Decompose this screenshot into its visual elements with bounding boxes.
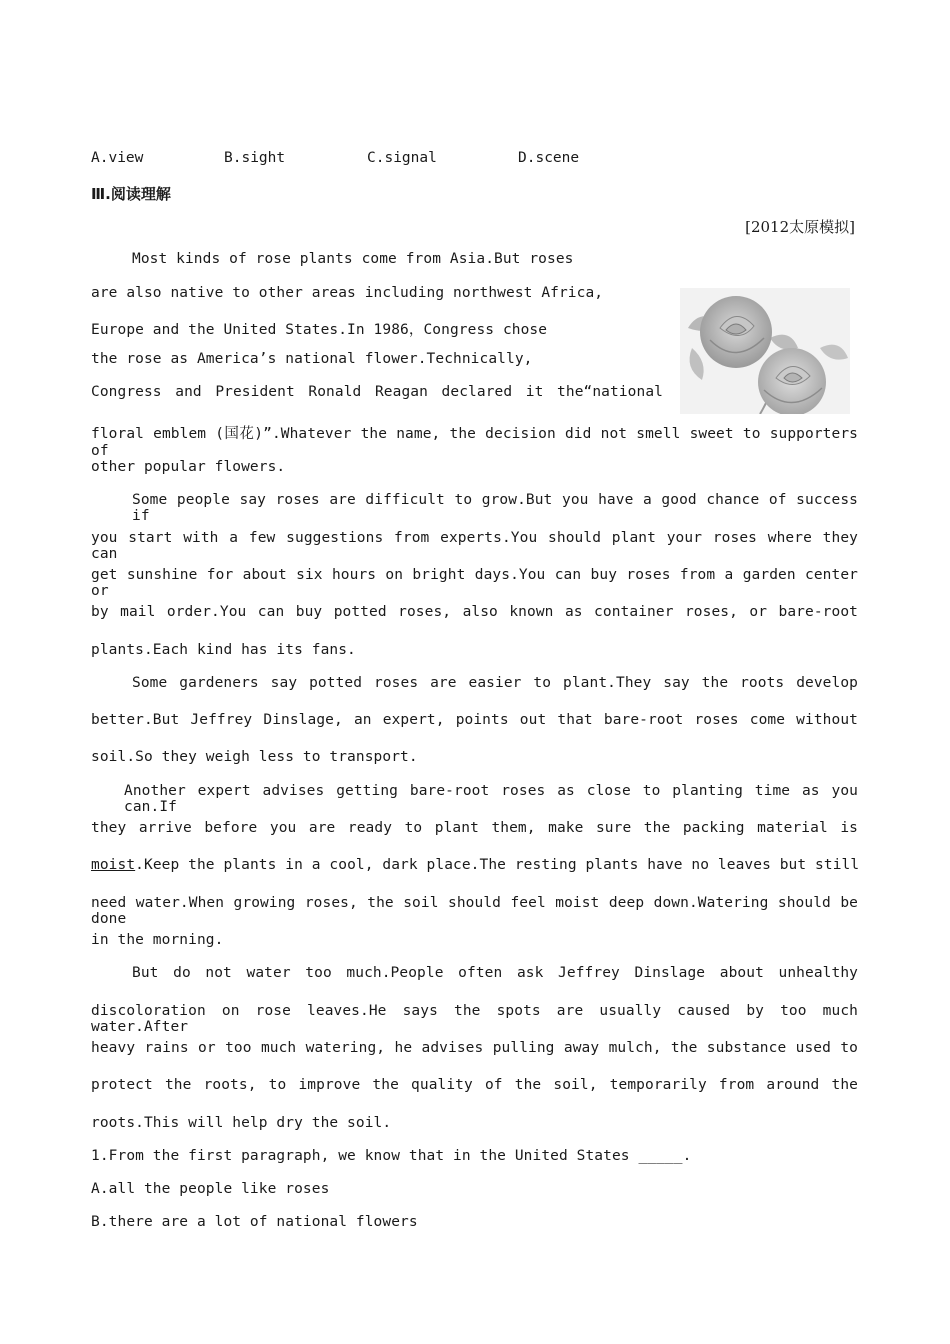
question-1-stem: 1.From the first paragraph, we know that in the United States _____. (91, 1148, 692, 1164)
passage-line: the rose as America’s national flower.Technically, (91, 351, 533, 367)
passage-line: Most kinds of rose plants come from Asia.But roses (132, 251, 574, 267)
passage-line: soil.So they weigh less to transport. (91, 749, 418, 765)
question-1-option-a: A.all the people like roses (91, 1181, 330, 1197)
passage-line: roots.This will help dry the soil. (91, 1115, 392, 1131)
section-heading: Ⅲ.阅读理解 (91, 185, 171, 203)
passage-line: better.But Jeffrey Dinslage, an expert, points out that bare-root roses come without (91, 712, 858, 728)
passage-line: other popular flowers. (91, 459, 286, 475)
passage-line: get sunshine for about six hours on bright days.You can buy roses from a garden center or (91, 567, 858, 599)
passage-line: Congress and President Ronald Reagan declared it the“national (91, 384, 663, 400)
passage-line: need water.When growing roses, the soil should feel moist deep down.Watering should be done (91, 895, 858, 927)
passage-line: by mail order.You can buy potted roses, also known as container roses, or bare-root (91, 604, 858, 620)
passage-line: Another expert advises getting bare-root roses as close to planting time as you can.If (124, 783, 858, 815)
passage-line: But do not water too much.People often ask Jeffrey Dinslage about unhealthy (132, 965, 858, 981)
option-c: C.signal (367, 150, 437, 166)
passage-line: Some gardeners say potted roses are easier to plant.They say the roots develop (132, 675, 858, 691)
option-a: A.view (91, 150, 144, 166)
passage-line: in the morning. (91, 932, 224, 948)
rose-image (680, 288, 850, 414)
option-d: D.scene (518, 150, 580, 166)
source-label: [2012太原模拟] (745, 218, 855, 236)
passage-line-rest: .Keep the plants in a cool, dark place.The resting plants have no leaves but still (135, 857, 860, 873)
passage-line: Some people say roses are difficult to grow.But you have a good chance of success if (132, 492, 858, 524)
passage-line: they arrive before you are ready to plant them, make sure the packing material is (91, 820, 858, 836)
question-1-option-b: B.there are a lot of national flowers (91, 1214, 418, 1230)
passage-line: Europe and the United States.In 1986，Congress chose (91, 322, 548, 338)
passage-line: floral emblem (国花)”.Whatever the name, the decision did not smell sweet to supporters of (91, 426, 858, 459)
passage-line: you start with a few suggestions from experts.You should plant your roses where they can (91, 530, 858, 562)
passage-line-moist (91, 857, 858, 873)
option-b: B.sight (224, 150, 286, 166)
underlined-word: moist (91, 857, 136, 873)
passage-line: are also native to other areas including northwest Africa, (91, 285, 604, 301)
passage-line: protect the roots, to improve the quality of the soil, temporarily from around the (91, 1077, 858, 1093)
passage-line: plants.Each kind has its fans. (91, 642, 356, 658)
passage-line: heavy rains or too much watering, he advises pulling away mulch, the substance used to (91, 1040, 858, 1056)
passage-line: discoloration on rose leaves.He says the spots are usually caused by too much water.After (91, 1003, 858, 1035)
